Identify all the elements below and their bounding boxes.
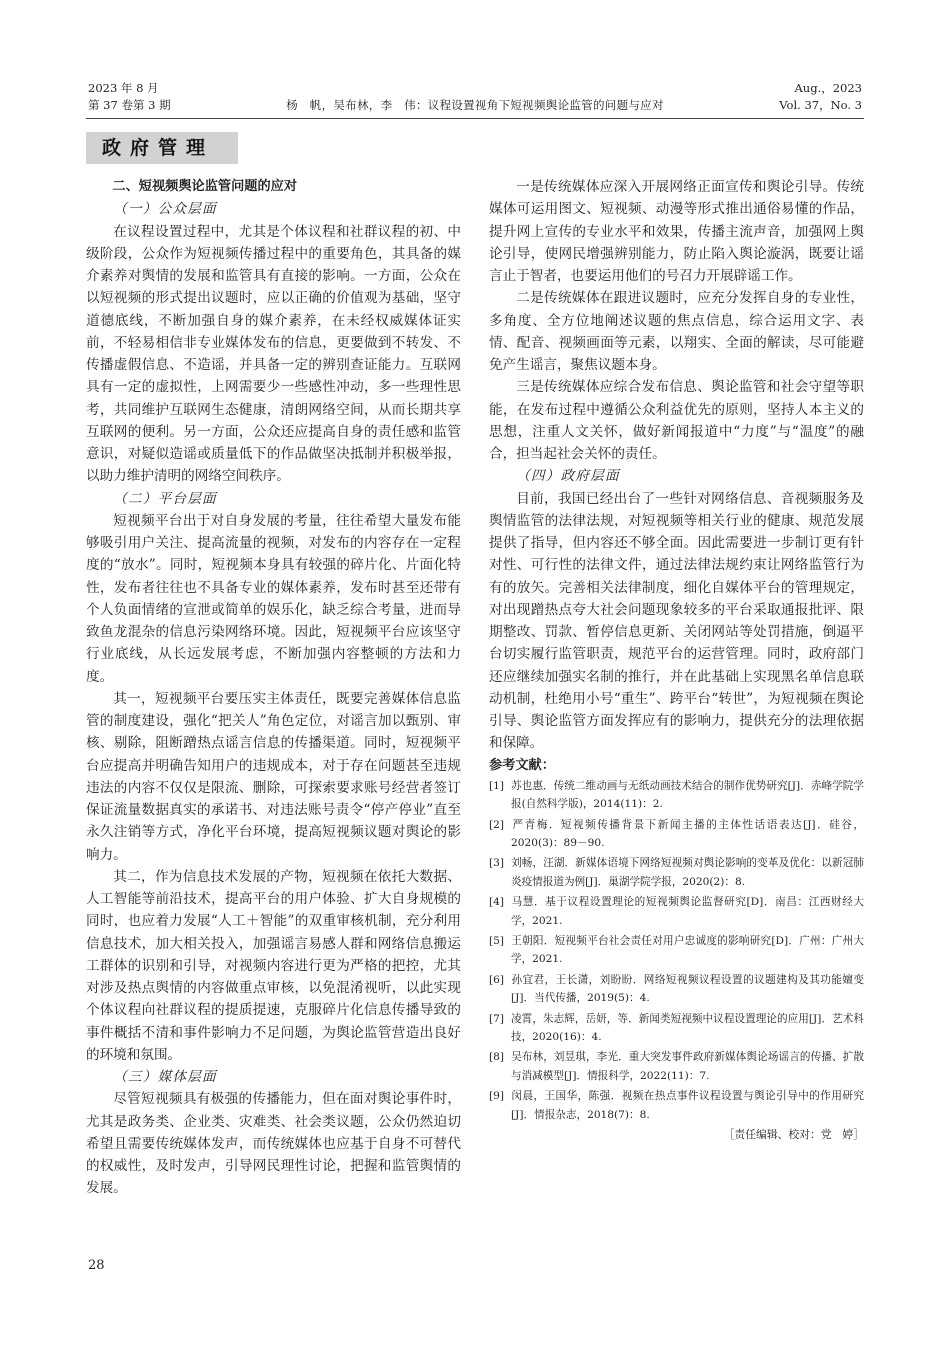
reference-item bbox=[489, 932, 864, 969]
subheading-media: （三）媒体层面 bbox=[113, 1069, 217, 1085]
reference-text: 闵晨，王国华，陈强．视频在热点事件议程设置与舆论引导中的作用研究[J]．情报杂志，2018(7)：8. bbox=[511, 1090, 864, 1121]
paragraph: 其二，作为信息技术发展的产物，短视频在依托大数据、人工智能等前沿技术，提高平台的用户体验、扩大自身规模的同时，也应着力发展“人工＋智能”的双重审核机制，充分利用信息技术，加大相关投入，加强谣言易感人群和网络信息搬运工群体的识别和引导，对视频内容进行更为严格的把控，尤其对涉及热点舆情的内容做重点审核，以免混淆视听，以此实现个体议程向社群议程的提质提速，克服碎片化信息传播导致的事件概括不清和事件影响力不足问题，为舆论监管营造出良好的环境和氛围。 bbox=[86, 868, 461, 1063]
reference-text: 孙宜君，王长潇，刘盼盼．网络短视频议程设置的议题建构及其功能嬗变[J]．当代传播，2019(5)：4. bbox=[511, 973, 864, 1005]
reference-item bbox=[489, 816, 864, 853]
header-date-issue-en bbox=[779, 80, 862, 114]
reference-text: 马慧．基于议程设置理论的短视频舆论监督研究[D]．南昌：江西财经大学，2021. bbox=[511, 896, 864, 927]
header-authors-title: 杨 帆，吴布林，李 伟：议程设置视角下短视频舆论监管的问题与应对 bbox=[286, 98, 664, 112]
paragraph: 短视频平台出于对自身发展的考量，往往希望大量发布能够吸引用户关注、提高流量的视频，对发布的内容存在一定程度的“放水”。同时，短视频本身具有较强的碎片化、片面化特性，发布者往往也不具备专业的媒体素养，发布时甚至还带有个人负面情绪的宣泄或简单的娱乐化，缺乏综合考量，进而导致鱼龙混杂的信息污染网络环境。因此，短视频平台应该坚守行业底线，从长远发展考虑，不断加强内容整顿的方法和力度。 bbox=[86, 512, 461, 685]
reference-number: [7] bbox=[489, 1012, 505, 1025]
header-date: 2023 年 8 月 bbox=[88, 81, 159, 95]
header-rule bbox=[86, 118, 864, 119]
paragraph: 其一，短视频平台要压实主体责任，既要完善媒体信息监管的制度建设，强化“把关人”角色定位，对谣言加以甄别、审核、剔除，阻断蹭热点谣言信息的传播渠道。同时，短视频平台应提高并明确告知用户的违规成本，对于存在问题甚至违规违法的内容不仅仅是限流、删除，可探索要求账号经营者签订保证流量数据真实的承诺书、对违法账号责令“停产停业”直至永久注销等方式，净化平台环境，提高短视频议题对舆论的影响力。 bbox=[86, 690, 461, 863]
references-title: 参考文献： bbox=[489, 757, 555, 773]
reference-item bbox=[489, 1087, 864, 1124]
reference-number: [6] bbox=[489, 973, 505, 986]
reference-number: [4] bbox=[489, 896, 505, 909]
reference-number: [3] bbox=[489, 857, 505, 870]
paragraph: 二是传统媒体在跟进议题时，应充分发挥自身的专业性，多角度、全方位地阐述议题的焦点信息，综合运用文字、表情、配音、视频画面等元素，以翔实、全面的解读，尽可能避免产生谣言，聚焦议题本身。 bbox=[489, 290, 864, 373]
header-date-en: Aug.，2023 bbox=[794, 81, 862, 95]
reference-number: [1] bbox=[489, 779, 505, 792]
running-header bbox=[88, 80, 862, 120]
section-tag: 政府管理 bbox=[86, 132, 238, 164]
reference-text: 刘畅，汪湖．新媒体语境下网络短视频对舆论影响的变革及优化：以新冠肺炎疫情报道为例[J]．巢湖学院学报，2020(2)：8. bbox=[511, 857, 864, 888]
reference-item bbox=[489, 777, 864, 814]
paragraph: 尽管短视频具有极强的传播能力，但在面对舆论事件时，尤其是政务类、企业类、灾难类、社会类议题，公众仍然迫切希望且需要传统媒体发声，而传统媒体也应基于自身不可替代的权威性，及时发声，引导网民理性讨论，把握和监管舆情的发展。 bbox=[86, 1091, 461, 1197]
section-heading: 二、短视频舆论监管问题的应对 bbox=[112, 179, 298, 194]
paragraph: 在议程设置过程中，尤其是个体议程和社群议程的初、中级阶段，公众作为短视频传播过程中的重要角色，其具备的媒介素养对舆情的发展和监管具有直接的影响。一方面，公众在以短视频的形式提出议题时，应以正确的价值观为基础，坚守道德底线，不断加强自身的媒介素养，在未经权威媒体证实前，不轻易相信非专业媒体发布的信息，更要做到不转发、不传播虚假信息、不造谣，并具备一定的辨别查证能力。互联网具有一定的虚拟性，上网需要少一些感性冲动，多一些理性思考，共同维护互联网生态健康，清朗网络空间，从而长期共享互联网的便利。另一方面，公众还应提高自身的责任感和监管意识，对疑似造谣或质量低下的作品做坚决抵制并积极举报，以助力维护清明的网络空间秩序。 bbox=[86, 223, 461, 485]
header-volume-en: Vol. 37，No. 3 bbox=[779, 98, 862, 112]
subheading-platform: （二）平台层面 bbox=[113, 490, 217, 507]
reference-number: [8] bbox=[489, 1051, 505, 1064]
editor-note: ［责任编辑、校对：党 婷］ bbox=[723, 1128, 864, 1142]
paragraph: 目前，我国已经出台了一些针对网络信息、音视频服务及舆情监管的法律法规，对短视频等相关行业的健康、规范发展提供了指导，但内容还不够全面。因此需要进一步制订更有针对性、可行性的法律文件，通过法律法规约束让网络监管行为有的放矢。完善相关法律制度，细化自媒体平台的管理规定，对出现蹭热点夸大社会问题现象较多的平台采取通报批评、限期整改、罚款、暂停信息更新、关闭网站等处罚措施，倒逼平台切实履行监管职责，规范平台的运营管理。同时，政府部门还应继续加强实名制的推行，并在此基础上实现黑名单信息联动机制，杜绝用小号“重生”、跨平台“转世”，为短视频在舆论引导、舆论监管方面发挥应有的影响力，提供充分的法理依据和保障。 bbox=[489, 490, 864, 752]
header-volume: 第 37 卷第 3 期 bbox=[88, 98, 171, 112]
reference-item bbox=[489, 971, 864, 1008]
reference-text: 王朝阳．短视频平台社会责任对用户忠诚度的影响研究[D]．广州：广州大学，2021. bbox=[511, 935, 864, 966]
paragraph: 一是传统媒体应深入开展网络正面宣传和舆论引导。传统媒体可运用图文、短视频、动漫等形式推出通俗易懂的作品，提升网上宣传的专业水平和效果，传播主流声音，加强网上舆论引导，使网民增强辨别能力，防止陷入舆论漩涡，既要让谣言止于智者，也要运用他们的号召力开展辟谣工作。 bbox=[489, 179, 864, 284]
reference-text: 凌霄，朱志辉，岳妍，等．新闻类短视频中议程设置理论的应用[J]．艺术科技，2020(16)：4. bbox=[511, 1012, 864, 1044]
page-number: 28 bbox=[88, 1258, 105, 1273]
reference-item bbox=[489, 1048, 864, 1085]
reference-number: [2] bbox=[489, 818, 505, 831]
subheading-public: （一）公众层面 bbox=[113, 201, 217, 218]
left-column bbox=[86, 176, 461, 1200]
reference-text: 严青梅．短视频传播背景下新闻主播的主体性话语表达[J]．硅谷，2020(3)：89－90. bbox=[511, 818, 864, 849]
subheading-government: （四）政府层面 bbox=[516, 468, 620, 485]
reference-number: [5] bbox=[489, 935, 505, 947]
right-column bbox=[489, 176, 864, 1144]
reference-item bbox=[489, 854, 864, 891]
reference-list bbox=[489, 777, 864, 1124]
reference-item bbox=[489, 893, 864, 930]
paragraph: 三是传统媒体应综合发布信息、舆论监管和社会守望等职能，在发布过程中遵循公众利益优先的原则，坚持人本主义的思想，注重人文关怀，做好新闻报道中“力度”与“温度”的融合，担当起社会关怀的责任。 bbox=[489, 379, 864, 462]
reference-number: [9] bbox=[489, 1090, 505, 1103]
reference-text: 苏也惠．传统二维动画与无纸动画技术结合的制作优势研究[J]．赤峰学院学报(自然科学版)，2014(11)：2. bbox=[511, 779, 864, 811]
reference-text: 吴布林，刘昱琪，李光．重大突发事件政府新媒体舆论场谣言的传播、扩散与消减模型[J]．情报科学，2022(11)：7. bbox=[511, 1051, 864, 1082]
reference-item bbox=[489, 1010, 864, 1047]
